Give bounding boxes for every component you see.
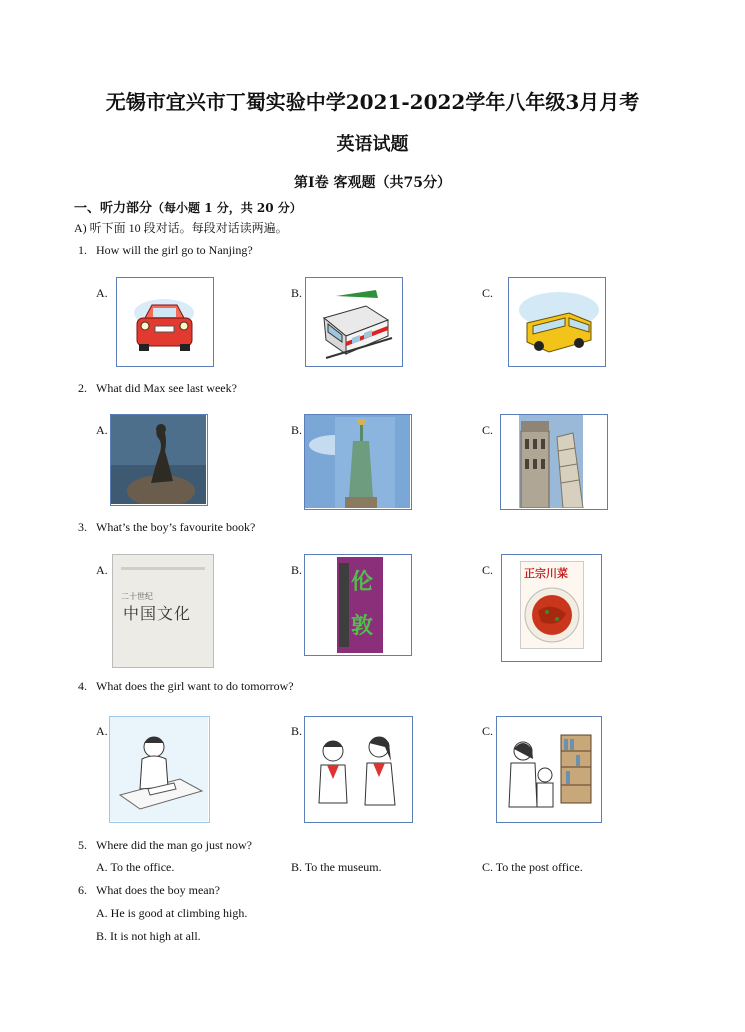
question-3-text: What’s the boy’s favourite book?	[96, 520, 256, 534]
q2-image-c-pisa[interactable]	[500, 414, 608, 510]
q3-option-a-label: A.	[96, 563, 108, 577]
book-b-title-2: 敦	[351, 614, 374, 639]
book-a-small-text: 二十世纪	[121, 592, 153, 601]
q6-choice-b[interactable]: B. It is not high at all.	[96, 929, 201, 943]
q3-image-b-book[interactable]	[304, 554, 412, 656]
q5-choice-b[interactable]: B. To the museum.	[291, 860, 382, 874]
section-heading-note: （每小题 1 分，共 20 分）	[152, 201, 302, 215]
question-5-number: 5.	[78, 838, 87, 852]
q1-image-a-taxi[interactable]	[116, 277, 214, 367]
question-5-text: Where did the man go just now?	[96, 838, 252, 852]
question-2-number: 2.	[78, 381, 87, 395]
book-b-photo-strip	[339, 563, 349, 647]
book-a-rule	[121, 567, 205, 570]
question-6-text: What does the boy mean?	[96, 883, 220, 897]
document-title: 无锡市宜兴市丁蜀实验中学2021-2022学年八年级3月月考	[105, 90, 640, 114]
part-title: 第I卷 客观题（共75分）	[294, 175, 451, 191]
q4-option-c-label: C.	[482, 724, 494, 738]
q4-option-b-label: B.	[291, 724, 303, 738]
q3-option-c-label: C.	[482, 563, 494, 577]
q3-image-a-book[interactable]	[112, 554, 214, 668]
question-4-number: 4.	[78, 679, 87, 693]
q1-option-c-label: C.	[482, 286, 494, 300]
sichuan-dish-icon	[523, 586, 581, 644]
section-instruction: A) 听下面 10 段对话。每段对话读两遍。	[74, 221, 288, 235]
q2-option-a-label: A.	[96, 423, 108, 437]
q2-option-b-label: B.	[291, 423, 303, 437]
document-subtitle: 英语试题	[336, 134, 409, 155]
q6-choice-a[interactable]: A. He is good at climbing high.	[96, 906, 248, 920]
question-6-number: 6.	[78, 883, 87, 897]
q2-image-b-liberty[interactable]	[304, 414, 412, 510]
question-2-text: What did Max see last week?	[96, 381, 237, 395]
q2-image-a-mermaid[interactable]	[110, 414, 208, 506]
q1-option-a-label: A.	[96, 286, 108, 300]
q4-option-a-label: A.	[96, 724, 108, 738]
book-c-title: 正宗川菜	[524, 567, 568, 580]
section-heading-label: 一、听力部分	[74, 201, 153, 216]
question-1-number: 1.	[78, 243, 87, 257]
q1-option-b-label: B.	[291, 286, 303, 300]
q1-image-c-bus[interactable]	[508, 277, 606, 367]
q2-option-c-label: C.	[482, 423, 494, 437]
q3-option-b-label: B.	[291, 563, 303, 577]
book-a-title: 中国文化	[123, 604, 192, 623]
q5-choice-c[interactable]: C. To the post office.	[482, 860, 583, 874]
q4-image-c-bookshelf[interactable]	[496, 716, 602, 823]
q3-image-c-book[interactable]	[501, 554, 602, 662]
book-c-cover	[520, 561, 584, 649]
question-4-text: What does the girl want to do tomorrow?	[96, 679, 294, 693]
q5-choice-a[interactable]: A. To the office.	[96, 860, 175, 874]
book-b-title-1: 伦	[351, 570, 374, 595]
q4-image-b-talking[interactable]	[304, 716, 413, 823]
q1-image-b-train[interactable]	[305, 277, 403, 367]
q4-image-a-writing[interactable]	[109, 716, 210, 823]
question-1-text: How will the girl go to Nanjing?	[96, 243, 253, 257]
book-b-cover	[337, 557, 383, 653]
question-3-number: 3.	[78, 520, 87, 534]
section-heading	[74, 197, 302, 216]
